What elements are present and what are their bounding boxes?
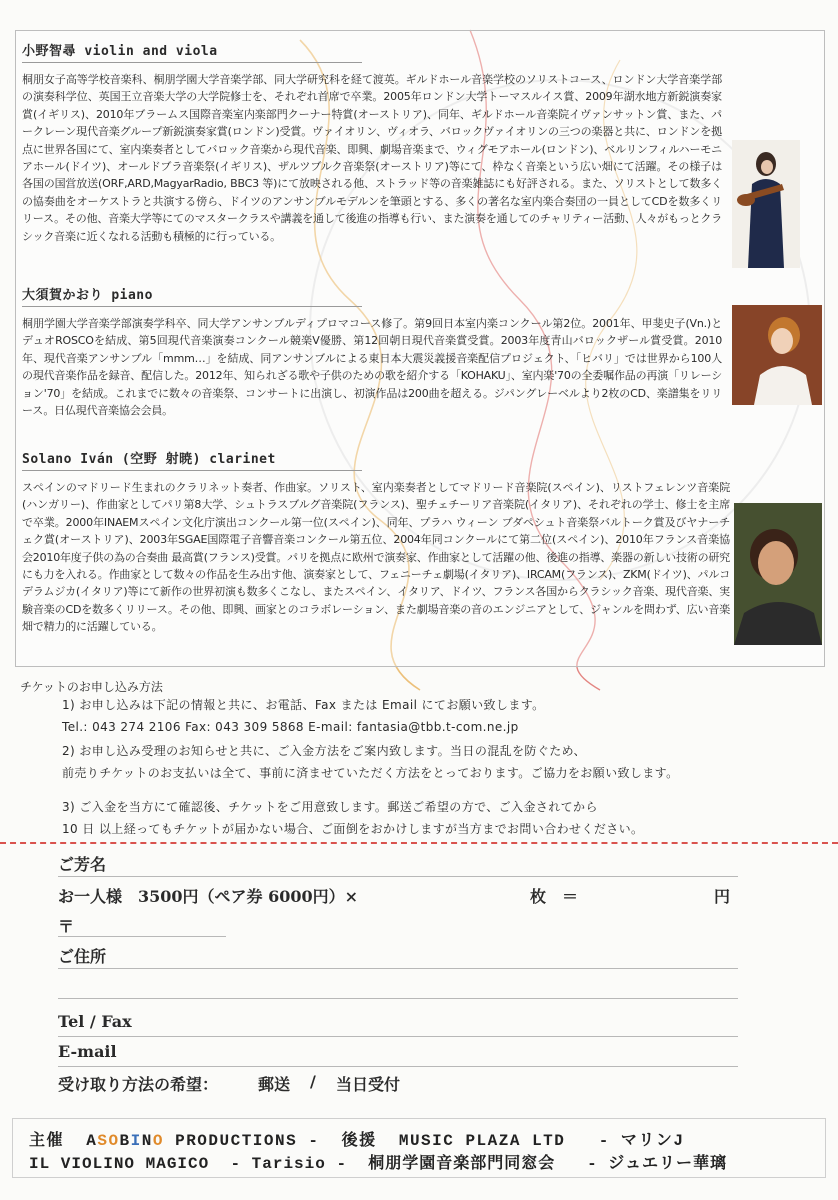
sponsor-music-plaza: MUSIC PLAZA LTD	[398, 1132, 566, 1150]
form-underline	[58, 876, 738, 877]
sponsor-jewelry-kari: - ジュエリー華璃	[587, 1155, 727, 1173]
form-price-row[interactable]	[58, 884, 738, 907]
price-label: お一人様 3500円（ペア券 6000円）×	[58, 887, 359, 906]
step-text: 前売りチケットのお支払いは全て、事前に済ませていただく方法をとっております。ご協力をお願い致します。	[62, 766, 679, 780]
form-tel-row[interactable]	[58, 1012, 738, 1031]
form-underline	[58, 968, 738, 969]
organizer-rest: PRODUCTIONS -	[175, 1132, 320, 1150]
ticket-heading: チケットのお申し込み方法	[20, 680, 163, 694]
artist-photo-solano	[734, 503, 822, 645]
artist-bio: 桐朋学園大学音楽学部演奏学科卒、同大学アンサンブルディプロマコース修了。第9回日本室内楽コンクール第2位。2001年、甲斐史子(Vn.)とデュオROSCOを結成、第5回現代音楽演奏コンクール競楽V優勝、第12回朝日現代音楽賞受賞。2003年度青山バロックザール賞受賞。2010年、現代音楽アンサンブル「mmm…」を結成、同アンサンブルによる東日本大震災義援音楽配信プロジェクト、「ヒバリ」では世界から100人の現代音楽作品を録音、配信した。2012年、知られざる歌や子供のための歌を紹介する「KOHAKU」、室内楽'70の全委嘱作品の再演「リレーション'70」を結成。これまでに数々の音楽祭、コンサートに出演し、初演作品は200曲を超える。ジパングレーベルより2枚のCD、楽譜集をリリース。日仏現代音楽協会会員。	[22, 317, 722, 418]
artist-profile-ono	[22, 40, 722, 245]
artist-name: 大須賀かおり piano	[22, 284, 362, 307]
sponsor-marine-j: - マリンJ	[598, 1132, 685, 1150]
artist-profile-solano	[22, 448, 730, 636]
step-text: 10 日 以上経ってもチケットが届かない場合、ご面倒をおかけしますが当方までお問い合わせください。	[62, 822, 644, 836]
artist-bio: スペインのマドリード生まれのクラリネット奏者、作曲家。ソリスト、室内楽奏者としてマドリード音楽院(スペイン)、リストフェレンツ音楽院(ハンガリー)、作曲家としてパリ第8大学、シュトラスブルグ音楽院(フランス)、聖チェチーリア音楽院(イタリア)、それぞれの学士、修士を主席で卒業。2000年INAEMスペイン文化庁演出コンクール第一位(スペイン)、同年、プラハ ウィーン ブダペシュト音楽祭バルトーク賞及びヤナーチェク賞(オーストリア)、2003年SGAE国際電子音響音楽コンクール第五位、2004年同コンクールにて第二位(スペイン)、2010年フランス音楽協会2010年度子供の為の合奏曲 最高賞(フランス)受賞。パリを拠点に欧州で演奏家、作曲家として活躍の他、後進の指導、楽器の新しい技術の研究にも力を入れる。作曲家として数々の作品を生み出す他、演奏家として、フェニーチェ劇場(イタリア)、IRCAM(フランス)、ZKM(ドイツ)、パルコデラムジカ(イタリア)等にて新作の世界初演も数多くこなし、またスペイン、イタリア、ドイツ、フランス各国からクラシック音楽、現代音楽、実験音楽のCDを数多くリリース。その他、即興、画家とのコラボレーション、また劇場音楽の音のエンジニアとして、ジャンルを問わず、広い音楽畑で精力的に活躍している。	[22, 481, 730, 634]
name-label: ご芳名	[58, 855, 107, 874]
step-text: 3) ご入金を当方にて確認後、チケットをご用意致します。郵送ご希望の方で、ご入金されてから	[62, 800, 598, 814]
count-label: 枚 ＝	[530, 887, 579, 906]
form-underline	[58, 998, 738, 999]
sponsor-tarisio: - Tarisio -	[230, 1155, 348, 1173]
tel-label: Tel / Fax	[58, 1012, 132, 1031]
ticket-step-3	[62, 796, 643, 840]
sponsor-toho-alumni: 桐朋学園音楽部門同窓会	[368, 1155, 556, 1173]
artist-photo-ono	[732, 140, 800, 268]
organizer-brand: ASOBINO	[86, 1132, 164, 1150]
method-label: 受け取り方法の希望：	[58, 1075, 219, 1094]
form-postal-row[interactable]	[58, 914, 738, 937]
form-underline	[58, 1066, 738, 1067]
form-name-row[interactable]	[58, 852, 738, 875]
step-text: 2) お申し込み受理のお知らせと共に、ご入金方法をご案内致します。当日の混乱を防ぐため、	[62, 744, 586, 758]
artist-name: 小野智尋 violin and viola	[22, 40, 362, 63]
contact-line: Tel.: 043 274 2106 Fax: 043 309 5868 E-mail: fantasia@tbb.t-com.ne.jp	[62, 720, 519, 734]
artist-profile-osuka	[22, 284, 722, 419]
form-underline	[58, 936, 226, 937]
form-method-row	[58, 1072, 738, 1095]
organizer-label: 主催	[29, 1132, 65, 1150]
form-address-row[interactable]	[58, 944, 738, 967]
step-text: 1) お申し込みは下記の情報と共に、お電話、Fax または Email にてお願い致します。	[62, 698, 545, 712]
yen-label: 円	[714, 887, 731, 906]
method-option-mail[interactable]: 郵送	[258, 1075, 291, 1094]
cut-line	[0, 842, 838, 844]
artist-bio: 桐朋女子高等学校音楽科、桐朋学園大学音楽学部、同大学研究科を経て渡英。ギルドホール音楽学校のソリストコース、ロンドン大学音楽学部の演奏科学位、英国王立音楽大学の大学院修士を、それぞれ首席で卒業。2005年ロンドン大学トーマスルイス賞、2009年湖水地方新鋭演奏家賞(イギリス)、2010年ブラームス国際音楽室内楽部門クーナー特賞(オーストリア)、同年、ギルドホール音楽院イヴァンサットン賞、また、パークレーン現代音楽グループ新鋭演奏家賞(ロンドン)受賞。ヴァイオリン、ヴィオラ、バロックヴァイオリンの三つの楽器と共に、ロンドンを拠点に世界各国にて、室内楽奏者としてバロック音楽から現代音楽、即興、劇場音楽まで、ウィグモアホール(ロンドン)、ベルリンフィルハーモニアホール(ドイツ)、オールドブラ音楽祭(イギリス)、ザルツブルク音楽祭(オーストリア)等にて、枠なく音楽という広い畑にて活躍。その様子は各国の国営放送(ORF,ARD,MagyarRadio, BBC3 等)にて放映される他、ストラッド等の音楽雑誌にも好評される。また、ソリストとして数多くの協奏曲をオーケストラと共演する傍ら、ドイツのアンサンブルモデルンを筆頭とする、多くの著名な室内楽合奏団の一員としてCDを数多くリリース。その他、音楽大学等にてのマスタークラスや講義を通して後進の指導も行い、また演奏を通してのチャリティー活動、人々がもっとクラシック音楽に近くなれる活動も積極的に行っている。	[22, 73, 723, 243]
form-email-row[interactable]	[58, 1042, 738, 1061]
credits-footer	[12, 1118, 826, 1178]
form-underline	[58, 1036, 738, 1037]
credits-line-1	[29, 1127, 685, 1150]
ticket-step-1	[62, 694, 545, 738]
artist-name: Solano Iván (空野 射暁) clarinet	[22, 448, 362, 471]
method-option-door[interactable]: 当日受付	[336, 1075, 401, 1094]
postal-label: 〒	[58, 917, 75, 936]
address-label: ご住所	[58, 947, 107, 966]
credits-line-2	[29, 1150, 727, 1173]
artist-photo-osuka	[732, 305, 822, 405]
support-label: 後援	[341, 1132, 377, 1150]
ticket-step-2	[62, 740, 679, 784]
sponsor-il-violino-magico: IL VIOLINO MAGICO	[29, 1155, 210, 1173]
method-separator: /	[310, 1072, 316, 1091]
email-label: E-mail	[58, 1042, 117, 1061]
